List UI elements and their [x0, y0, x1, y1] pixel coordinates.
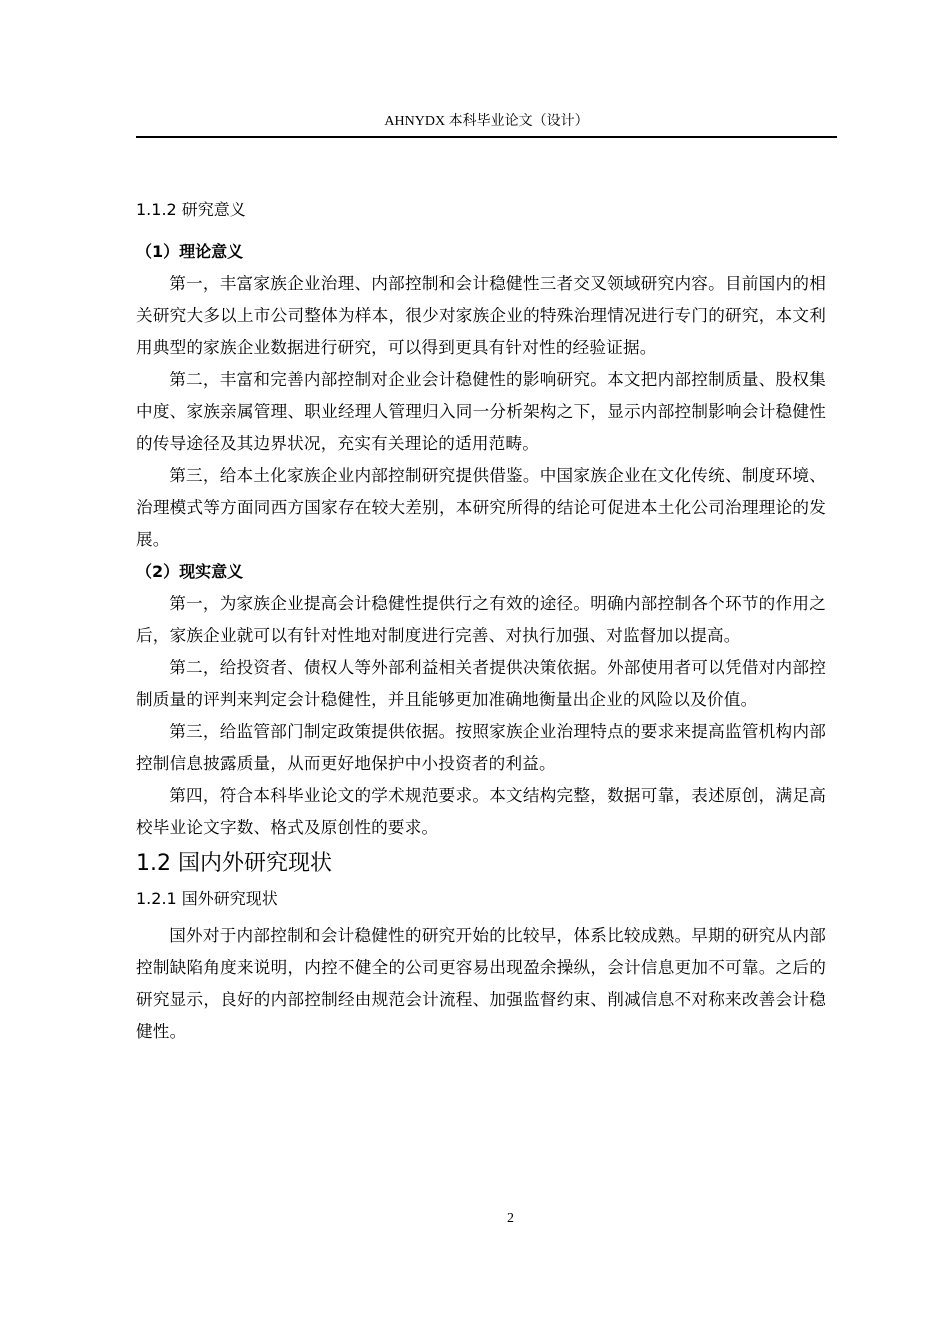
paragraph: 第三，给监管部门制定政策提供依据。按照家族企业治理特点的要求来提高监管机构内部控制信息披露质量，从而更好地保护中小投资者的利益。 — [136, 722, 826, 773]
heading-1-2: 1.2 国内外研究现状 — [136, 851, 332, 876]
heading-1-1-2: 1.1.2 研究意义 — [136, 200, 246, 219]
running-header: AHNYDX 本科毕业论文（设计） — [384, 114, 589, 129]
paragraph: 第一，丰富家族企业治理、内部控制和会计稳健性三者交叉领域研究内容。目前国内的相关研究大多以上市公司整体为样本，很少对家族企业的特殊治理情况进行专门的研究，本文利用典型的家族企业数据进行研究，可以得到更具有针对性的经验证据。 — [136, 274, 826, 357]
paragraph: 第三，给本土化家族企业内部控制研究提供借鉴。中国家族企业在文化传统、制度环境、治理模式等方面同西方国家存在较大差别，本研究所得的结论可促进本土化公司治理理论的发展。 — [136, 466, 826, 549]
page-number — [136, 1209, 612, 1229]
page-number-text: 2 — [507, 1211, 514, 1226]
header-rule — [136, 136, 837, 138]
paragraph: 第一，为家族企业提高会计稳健性提供行之有效的途径。明确内部控制各个环节的作用之后，家族企业就可以有针对性地对制度进行完善、对执行加强、对监督加以提高。 — [136, 594, 826, 645]
paragraph: 第二，丰富和完善内部控制对企业会计稳健性的影响研究。本文把内部控制质量、股权集中度、家族亲属管理、职业经理人管理归入同一分析架构之下，显示内部控制影响会计稳健性的传导途径及其边界状况，充实有关理论的适用范畴。 — [136, 370, 826, 453]
paragraph: 第四，符合本科毕业论文的学术规范要求。本文结构完整，数据可靠，表述原创，满足高校毕业论文字数、格式及原创性的要求。 — [136, 786, 826, 837]
paragraph: 第二，给投资者、债权人等外部利益相关者提供决策依据。外部使用者可以凭借对内部控制质量的评判来判定会计稳健性，并且能够更加准确地衡量出企业的风险以及价值。 — [136, 658, 826, 709]
heading-1-2-1: 1.2.1 国外研究现状 — [136, 889, 278, 908]
heading-practical-significance: （2）现实意义 — [136, 562, 244, 581]
heading-theory-significance: （1）理论意义 — [136, 242, 244, 261]
paragraph: 国外对于内部控制和会计稳健性的研究开始的比较早，体系比较成熟。早期的研究从内部控制缺陷角度来说明，内控不健全的公司更容易出现盈余操纵，会计信息更加不可靠。之后的研究显示，良好的内部控制经由规范会计流程、加强监督约束、削减信息不对称来改善会计稳健性。 — [136, 926, 826, 1041]
page-body — [136, 196, 826, 1048]
